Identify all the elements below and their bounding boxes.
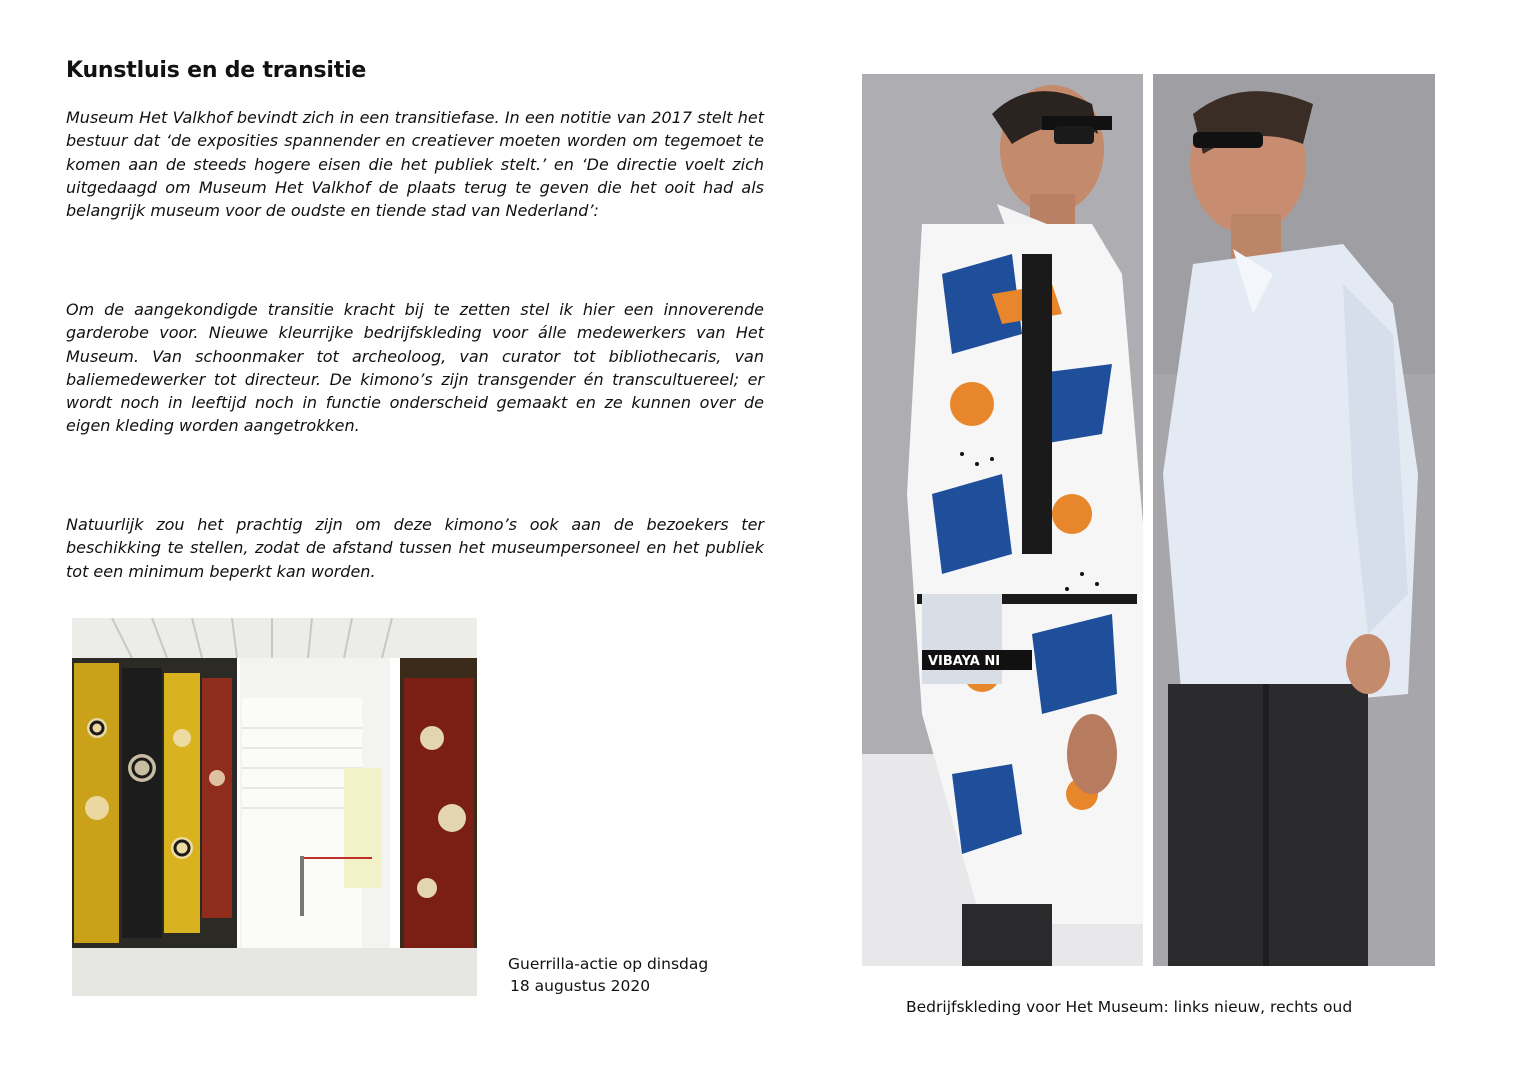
paragraph-intro: Museum Het Valkhof bevindt zich in een transitiefase. In een notitie van 2017 stelt het bestuur dat ‘de exposities spannender en creatiever moeten worden om tegemoet te komen aan de steeds hogere eisen die het publiek stelt.’ en ‘De directie voelt zich uitgedaagd om Museum Het Valkhof de plaats terug te geven die het ooit had als belangrijk museum voor de oudste en tiende stad van Nederland’: — [66, 108, 764, 221]
caption-guerrilla-line1: Guerrilla-actie op dinsdag — [508, 955, 709, 973]
caption-guerrilla — [508, 953, 708, 997]
page-title: Kunstluis en de transitie — [66, 58, 367, 83]
photo-man-in-shirt — [1153, 74, 1435, 966]
caption-bedrijfskleding: Bedrijfskleding voor Het Museum: links nieuw, rechts oud — [906, 998, 1353, 1016]
photo-man-in-kimono — [862, 74, 1143, 966]
kimono-print-text: VIBAYA NI — [928, 654, 1001, 669]
paragraph-visitors: Natuurlijk zou het prachtig zijn om deze kimono’s ook aan de bezoekers ter beschikking te stellen, zodat de afstand tussen het museumpersoneel en het publiek tot een minimum beperkt kan worden. — [66, 515, 764, 581]
paragraph-proposal: Om de aangekondigde transitie kracht bij te zetten stel ik hier een innoverende garderobe voor. Nieuwe kleurrijke bedrijfskleding voor álle medewerkers van Het Museum. Van schoonmaker tot archeoloog, van curator tot bibliothecaris, van baliemedewerker tot directeur. De kimono’s zijn transgender én transcultuereel; er wordt noch in leeftijd noch in functie onderscheid gemaakt en ze kunnen over de eigen kleding worden aangetrokken. — [66, 300, 764, 436]
photo-hallway-kimonos — [72, 618, 477, 996]
caption-guerrilla-line2: 18 augustus 2020 — [510, 977, 651, 995]
